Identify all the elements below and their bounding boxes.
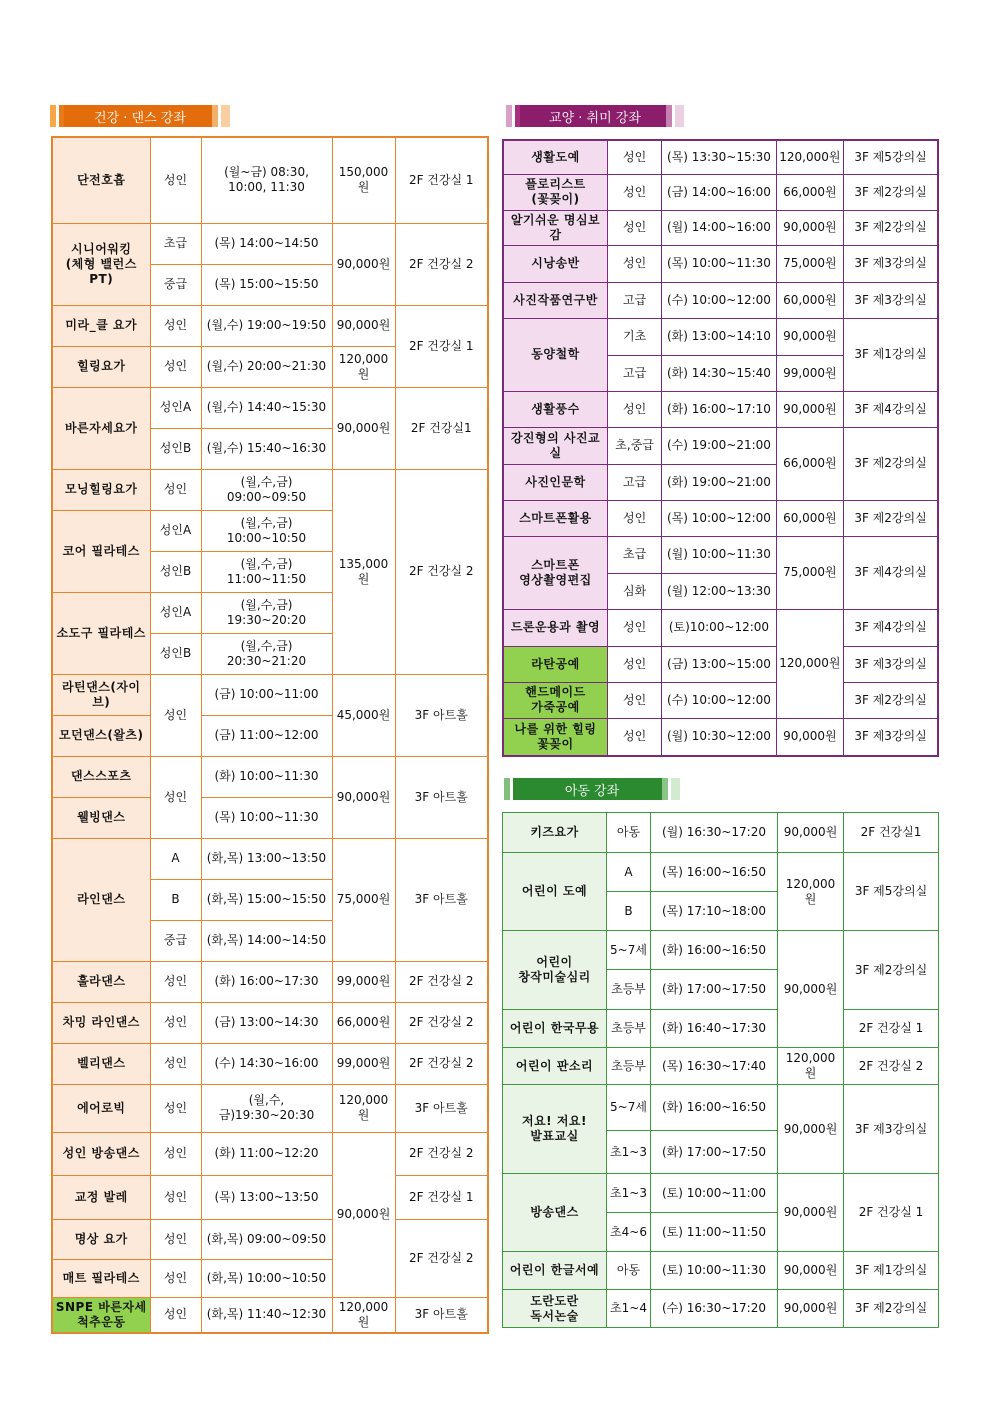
course-name: 라인댄스 [52, 838, 150, 961]
course-level: 성인 [607, 210, 661, 245]
course-fee: 90,000원 [778, 1174, 844, 1252]
course-time: (수) 10:00~12:00 [662, 682, 777, 718]
course-name: 에어로빅 [52, 1084, 150, 1132]
course-time: (금) 11:00~12:00 [201, 715, 332, 756]
course-name: 어린이 한글서예 [503, 1252, 607, 1290]
course-room: 2F 건강실 1 [844, 1174, 939, 1252]
course-fee: 150,000원 [332, 137, 395, 223]
course-room: 3F 제3강의실 [844, 718, 938, 756]
course-room: 3F 제3강의실 [844, 646, 938, 682]
course-time: (목) 10:00~11:30 [662, 245, 777, 282]
course-time: (화,목) 15:00~15:50 [201, 879, 332, 920]
course-level: A [150, 838, 201, 879]
course-room: 3F 제3강의실 [844, 245, 938, 282]
course-level: B [607, 892, 651, 931]
course-room: 2F 건강실 2 [395, 1219, 488, 1297]
course-fee: 99,000원 [776, 355, 843, 391]
course-level: 5~7세 [607, 1085, 651, 1131]
course-name: 모던댄스(왈츠) [52, 715, 150, 756]
course-name: 명상 요가 [52, 1219, 150, 1259]
course-level: 성인 [150, 1043, 201, 1084]
course-time: (월) 10:30~12:00 [662, 718, 777, 756]
course-level: 성인 [150, 1219, 201, 1259]
course-time: (수) 14:30~16:00 [201, 1043, 332, 1084]
course-fee: 90,000원 [778, 1085, 844, 1174]
course-time: (목) 17:10~18:00 [651, 892, 778, 931]
course-time: (목) 10:00~12:00 [662, 500, 777, 536]
course-level: 초등부 [607, 970, 651, 1010]
course-fee: 90,000원 [776, 210, 843, 245]
course-level: 성인 [607, 682, 661, 718]
course-name-note: (자이브) [92, 679, 141, 709]
course-level: 성인 [607, 500, 661, 536]
kids-table [502, 812, 939, 1328]
course-time: (금) 13:00~15:00 [662, 646, 777, 682]
course-name: 스마트폰활용 [503, 500, 607, 536]
course-time: (화,목) 10:00~10:50 [201, 1259, 332, 1297]
course-level: 성인 [150, 469, 201, 510]
course-time: (월) 10:00~11:30 [662, 536, 777, 573]
course-level: 성인 [607, 646, 661, 682]
course-level: 5~7세 [607, 931, 651, 970]
course-time: (월~금) 08:30, 10:00, 11:30 [201, 137, 332, 223]
course-time: (목) 13:30~15:30 [662, 140, 777, 174]
course-time: (목) 13:00~13:50 [201, 1175, 332, 1219]
course-name: 코어 필라테스 [52, 510, 150, 592]
course-fee: 120,000원 [332, 346, 395, 387]
course-level: 성인 [607, 245, 661, 282]
course-room: 3F 제5강의실 [844, 853, 939, 931]
course-fee: 45,000원 [332, 674, 395, 756]
course-room: 3F 제5강의실 [844, 140, 938, 174]
course-level: 성인 [150, 1084, 201, 1132]
course-level: 초,중급 [607, 427, 661, 464]
course-name: 방송댄스 [503, 1174, 607, 1252]
course-time: (목) 10:00~11:30 [201, 797, 332, 838]
course-level: 중급 [150, 920, 201, 961]
course-time: (화) 17:00~17:50 [651, 1131, 778, 1174]
section-title-culture: 교양 · 취미 강좌 [506, 105, 684, 127]
course-room: 2F 건강실 2 [395, 469, 488, 674]
course-name: 미라_클 요가 [52, 305, 150, 346]
course-fee: 90,000원 [332, 223, 395, 305]
course-name: 강진형의 사진교실 [503, 427, 607, 464]
course-room: 2F 건강실 1 [395, 305, 488, 387]
course-time: (월,수,금) 11:00~11:50 [201, 551, 332, 592]
course-fee: 90,000원 [778, 931, 844, 1048]
course-time: (화,목) 09:00~09:50 [201, 1219, 332, 1259]
course-level: 성인 [607, 174, 661, 210]
course-time: (금) 14:00~16:00 [662, 174, 777, 210]
course-room: 3F 제2강의실 [844, 210, 938, 245]
course-level: 심화 [607, 573, 661, 609]
course-fee: 120,000원 [332, 1297, 395, 1333]
course-fee: 120,000원 [778, 853, 844, 931]
course-name: 사진인문학 [503, 464, 607, 500]
course-name: 저요! 저요! 발표교실 [503, 1085, 607, 1174]
course-level: 중급 [150, 264, 201, 305]
course-room: 3F 제2강의실 [844, 427, 938, 500]
course-level: 성인 [150, 1175, 201, 1219]
course-fee: 90,000원 [778, 1252, 844, 1290]
course-fee: 90,000원 [332, 387, 395, 469]
course-fee: 99,000원 [332, 1043, 395, 1084]
course-level: 초4~6 [607, 1213, 651, 1252]
course-level: 초1~3 [607, 1131, 651, 1174]
course-name: 드론운용과 촬영 [503, 609, 607, 646]
course-name: 생활도예 [503, 140, 607, 174]
course-level: 성인 [150, 1259, 201, 1297]
course-room: 3F 제3강의실 [844, 282, 938, 318]
course-time: (화) 10:00~11:30 [201, 756, 332, 797]
course-level: 아동 [607, 1252, 651, 1290]
course-time: (월,수,금) 20:30~21:20 [201, 633, 332, 674]
course-time: (토) 10:00~11:30 [651, 1252, 778, 1290]
course-name: 차밍 라인댄스 [52, 1002, 150, 1043]
course-room: 3F 제4강의실 [844, 609, 938, 646]
course-time: (수) 10:00~12:00 [662, 282, 777, 318]
course-time: (화) 16:00~17:10 [662, 391, 777, 427]
course-name: 어린이 판소리 [503, 1048, 607, 1085]
course-name: 키즈요가 [503, 813, 607, 853]
course-name: 알기쉬운 명심보감 [503, 210, 607, 245]
course-name: 매트 필라테스 [52, 1259, 150, 1297]
course-fee: 135,000원 [332, 469, 395, 674]
course-fee: 120,000원 [776, 140, 843, 174]
course-name: 도란도란 독서논술 [503, 1290, 607, 1328]
course-name: 소도구 필라테스 [52, 592, 150, 674]
course-level: 성인 [150, 305, 201, 346]
course-room: 2F 건강실1 [844, 813, 939, 853]
course-time: (화) 16:40~17:30 [651, 1010, 778, 1048]
course-room: 3F 제1강의실 [844, 1252, 939, 1290]
course-fee: 120,000원 [778, 1048, 844, 1085]
course-time: (목) 14:00~14:50 [201, 223, 332, 264]
health-dance-table [51, 136, 489, 1334]
course-time: (화) 11:00~12:20 [201, 1132, 332, 1175]
course-level: 고급 [607, 355, 661, 391]
course-fee: 60,000원 [776, 282, 843, 318]
course-fee: 75,000원 [332, 838, 395, 961]
course-level: 고급 [607, 464, 661, 500]
course-level: 성인B [150, 633, 201, 674]
course-time: (토)10:00~12:00 [662, 609, 777, 646]
course-name: 웰빙댄스 [52, 797, 150, 838]
course-room: 3F 아트홀 [395, 756, 488, 838]
course-name: 핸드메이드 가죽공예 [503, 682, 607, 718]
course-room: 2F 건강실 1 [395, 1175, 488, 1219]
course-time: (화,목) 14:00~14:50 [201, 920, 332, 961]
course-name: 바른자세요가 [52, 387, 150, 469]
course-room: 3F 제1강의실 [844, 318, 938, 391]
course-name: 시낭송반 [503, 245, 607, 282]
course-fee: 66,000원 [776, 427, 843, 500]
course-room: 3F 제4강의실 [844, 391, 938, 427]
course-fee: 90,000원 [332, 1132, 395, 1297]
course-name: 어린이 창작미술심리 [503, 931, 607, 1010]
course-level: 초등부 [607, 1010, 651, 1048]
course-level: 기초 [607, 318, 661, 355]
course-level: 아동 [607, 813, 651, 853]
course-level: 초1~4 [607, 1290, 651, 1328]
course-fee: 90,000원 [776, 318, 843, 355]
course-level: 성인 [150, 1002, 201, 1043]
course-time: (화,목) 13:00~13:50 [201, 838, 332, 879]
course-name: 생활풍수 [503, 391, 607, 427]
course-time: (월,수) 14:40~15:30 [201, 387, 332, 428]
course-level: 성인A [150, 387, 201, 428]
course-room: 2F 건강실 2 [395, 1043, 488, 1084]
course-name-main: 라틴댄스 [61, 679, 111, 694]
course-level: 성인 [150, 346, 201, 387]
course-room: 2F 건강실 2 [844, 1048, 939, 1085]
course-name: 나를 위한 힐링 꽃꽂이 [503, 718, 607, 756]
course-level: 초급 [607, 536, 661, 573]
course-time: (월,수) 15:40~16:30 [201, 428, 332, 469]
course-time: (월,수,금) 10:00~10:50 [201, 510, 332, 551]
course-fee: 75,000원 [776, 245, 843, 282]
course-name: 댄스스포츠 [52, 756, 150, 797]
course-name: 훌라댄스 [52, 961, 150, 1002]
course-name: 벨리댄스 [52, 1043, 150, 1084]
course-name: 시니어워킹 (체형 밸런스 PT) [52, 223, 150, 305]
course-level: 성인 [150, 961, 201, 1002]
course-room: 3F 제2강의실 [844, 1290, 939, 1328]
course-level: 성인 [607, 609, 661, 646]
course-room: 2F 건강실1 [395, 387, 488, 469]
course-room: 2F 건강실 2 [395, 1132, 488, 1175]
course-room: 2F 건강실 1 [844, 1010, 939, 1048]
course-time: (화) 16:00~16:50 [651, 1085, 778, 1131]
course-fee: 90,000원 [776, 391, 843, 427]
course-room: 3F 아트홀 [395, 838, 488, 961]
course-time: (목) 16:00~16:50 [651, 853, 778, 892]
course-level: 성인 [607, 391, 661, 427]
course-name: 교정 발레 [52, 1175, 150, 1219]
course-level: 성인 [607, 140, 661, 174]
course-fee: 90,000원 [778, 813, 844, 853]
course-fee: 66,000원 [332, 1002, 395, 1043]
course-room: 3F 제2강의실 [844, 174, 938, 210]
section-title-kids: 아동 강좌 [504, 778, 680, 800]
course-level: 초1~3 [607, 1174, 651, 1213]
course-time: (화) 14:30~15:40 [662, 355, 777, 391]
course-room: 3F 제2강의실 [844, 682, 938, 718]
course-time: (목) 16:30~17:40 [651, 1048, 778, 1085]
course-level: 성인B [150, 428, 201, 469]
course-level: 성인 [150, 756, 201, 838]
course-time: (월) 16:30~17:20 [651, 813, 778, 853]
course-name: 힐링요가 [52, 346, 150, 387]
course-time: (월,수) 20:00~21:30 [201, 346, 332, 387]
course-time: (월,수,금) 19:30~20:20 [201, 592, 332, 633]
course-name: 어린이 도예 [503, 853, 607, 931]
course-name: 라탄공예 [503, 646, 607, 682]
course-time: (목) 15:00~15:50 [201, 264, 332, 305]
course-time: (수) 19:00~21:00 [662, 427, 777, 464]
course-time: (화) 19:00~21:00 [662, 464, 777, 500]
culture-hobby-table [502, 139, 939, 757]
course-time: (토) 11:00~11:50 [651, 1213, 778, 1252]
course-level: 성인 [150, 674, 201, 756]
course-name: 사진작품연구반 [503, 282, 607, 318]
course-room: 3F 아트홀 [395, 1084, 488, 1132]
course-room: 3F 제2강의실 [844, 500, 938, 536]
course-time: (화) 16:00~17:30 [201, 961, 332, 1002]
course-time: (금) 13:00~14:30 [201, 1002, 332, 1043]
course-fee: 99,000원 [332, 961, 395, 1002]
course-name: 모닝힐링요가 [52, 469, 150, 510]
course-level: 성인B [150, 551, 201, 592]
course-level: 성인A [150, 592, 201, 633]
course-fee: 90,000원 [778, 1290, 844, 1328]
course-name [52, 674, 150, 715]
course-time: (수) 16:30~17:20 [651, 1290, 778, 1328]
course-room: 2F 건강실 2 [395, 223, 488, 305]
course-name: 어린이 한국무용 [503, 1010, 607, 1048]
course-name: 플로리스트 (꽃꽂이) [503, 174, 607, 210]
course-fee: 66,000원 [776, 174, 843, 210]
course-fee: 90,000원 [332, 305, 395, 346]
course-fee: 120,000원 [332, 1084, 395, 1132]
course-level: 성인 [150, 1297, 201, 1333]
course-name: SNPE 바른자세 척추운동 [52, 1297, 150, 1333]
course-room: 2F 건강실 2 [395, 1002, 488, 1043]
course-time: (화,목) 11:40~12:30 [201, 1297, 332, 1333]
course-level: 성인 [607, 718, 661, 756]
course-name: 단전호흡 [52, 137, 150, 223]
course-room: 3F 제4강의실 [844, 536, 938, 609]
course-time: (월) 12:00~13:30 [662, 573, 777, 609]
course-level: 초등부 [607, 1048, 651, 1085]
section-title-health: 건강 · 댄스 강좌 [50, 105, 230, 127]
course-room: 3F 제3강의실 [844, 1085, 939, 1174]
course-level: B [150, 879, 201, 920]
course-fee: 90,000원 [776, 718, 843, 756]
course-level: 초급 [150, 223, 201, 264]
course-fee: 60,000원 [776, 500, 843, 536]
course-time: (화) 17:00~17:50 [651, 970, 778, 1010]
course-time: (월,수) 19:00~19:50 [201, 305, 332, 346]
course-time: (금) 10:00~11:00 [201, 674, 332, 715]
course-fee: 90,000원 [332, 756, 395, 838]
course-time: (토) 10:00~11:00 [651, 1174, 778, 1213]
course-time: (월,수,금) 09:00~09:50 [201, 469, 332, 510]
course-room: 3F 아트홀 [395, 674, 488, 756]
course-level: 성인 [150, 137, 201, 223]
course-level: 성인 [150, 1132, 201, 1175]
course-time: (월) 14:00~16:00 [662, 210, 777, 245]
course-fee: 120,000원 [776, 609, 843, 718]
course-level: 성인A [150, 510, 201, 551]
course-room: 3F 제2강의실 [844, 931, 939, 1010]
course-room: 2F 건강실 1 [395, 137, 488, 223]
course-time: (화) 13:00~14:10 [662, 318, 777, 355]
course-level: 고급 [607, 282, 661, 318]
course-room: 3F 아트홀 [395, 1297, 488, 1333]
course-name: 동양철학 [503, 318, 607, 391]
course-time: (화) 16:00~16:50 [651, 931, 778, 970]
course-name: 성인 방송댄스 [52, 1132, 150, 1175]
course-time: (월,수,금)19:30~20:30 [201, 1084, 332, 1132]
course-room: 2F 건강실 2 [395, 961, 488, 1002]
course-name: 스마트폰 영상촬영편집 [503, 536, 607, 609]
course-level: A [607, 853, 651, 892]
course-fee: 75,000원 [776, 536, 843, 609]
